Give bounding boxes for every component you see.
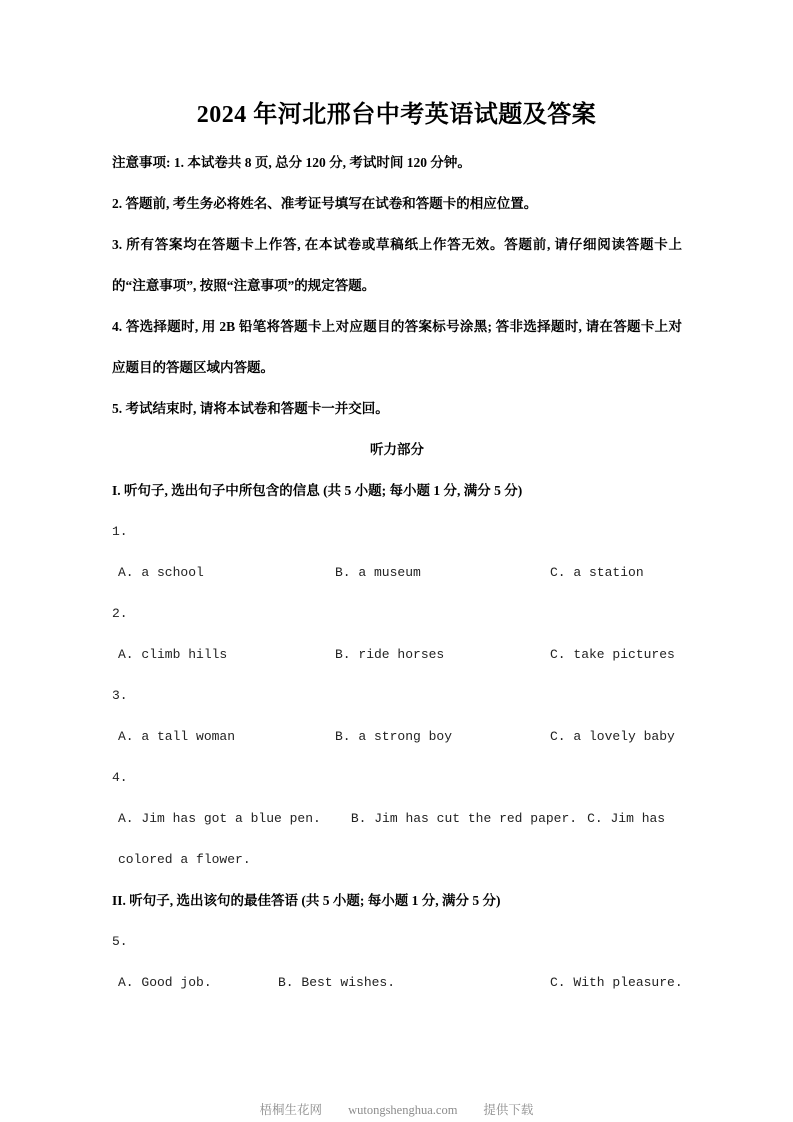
document-body [112,142,682,1003]
notice-item-5: 5. 考试结束时, 请将本试卷和答题卡一并交回。 [112,401,389,416]
option-b[interactable]: B. ride horses [335,647,445,662]
notice-item-4: 4. 答选择题时, 用 2B 铅笔将答题卡上对应题目的答案标号涂黑; 答非选择题时, 请在答题卡上对应题目的答题区域内答题。 [112,319,682,375]
option-b[interactable]: B. Jim has cut the red paper. [350,811,578,826]
question-number: 1. [112,524,128,539]
option-c[interactable]: C. a lovely baby [550,729,675,744]
question-number: 3. [112,688,128,703]
listening-part-heading: 听力部分 [370,442,424,457]
option-c[interactable]: C. take pictures [550,647,675,662]
footer-watermark [0,1100,793,1118]
question-number: 4. [112,770,128,785]
notice-item-3: 3. 所有答案均在答题卡上作答, 在本试卷或草稿纸上作答无效。答题前, 请仔细阅读答题卡上的“注意事项”, 按照“注意事项”的规定答题。 [112,237,682,293]
option-row [112,798,688,880]
listening-section-1-heading: I. 听句子, 选出句子中所包含的信息 (共 5 小题; 每小题 1 分, 满分 5 分) [112,483,523,498]
footer-action: 提供下载 [483,1103,534,1117]
question-number: 2. [112,606,128,621]
option-a[interactable]: A. a school [118,565,204,580]
question-number: 5. [112,934,128,949]
page-title: 2024 年河北邢台中考英语试题及答案 [196,102,597,128]
option-a[interactable]: A. a tall woman [118,729,236,744]
footer-domain: wutongshenghua.com [348,1103,458,1117]
option-row [112,716,682,757]
option-b[interactable]: B. a strong boy [335,729,453,744]
option-c[interactable]: C. a station [550,565,644,580]
notice-item-2: 2. 答题前, 考生务必将姓名、准考证号填写在试卷和答题卡的相应位置。 [112,196,538,211]
footer-site-name: 梧桐生花网 [259,1103,323,1117]
option-a[interactable]: A. Jim has got a blue pen. [118,811,321,826]
option-row [112,962,682,1003]
option-row [112,634,682,675]
option-b[interactable]: B. Best wishes. [278,975,396,990]
notice-item-1: 注意事项: 1. 本试卷共 8 页, 总分 120 分, 考试时间 120 分钟。 [112,155,471,170]
option-b[interactable]: B. a museum [335,565,421,580]
option-row [112,552,682,593]
option-c[interactable]: C. Jim has colored a flower. [118,811,666,867]
option-a[interactable]: A. climb hills [118,647,228,662]
option-a[interactable]: A. Good job. [118,975,212,990]
option-c[interactable]: C. With pleasure. [550,975,683,990]
listening-section-2-heading: II. 听句子, 选出该句的最佳答语 (共 5 小题; 每小题 1 分, 满分 5 分) [112,893,501,908]
